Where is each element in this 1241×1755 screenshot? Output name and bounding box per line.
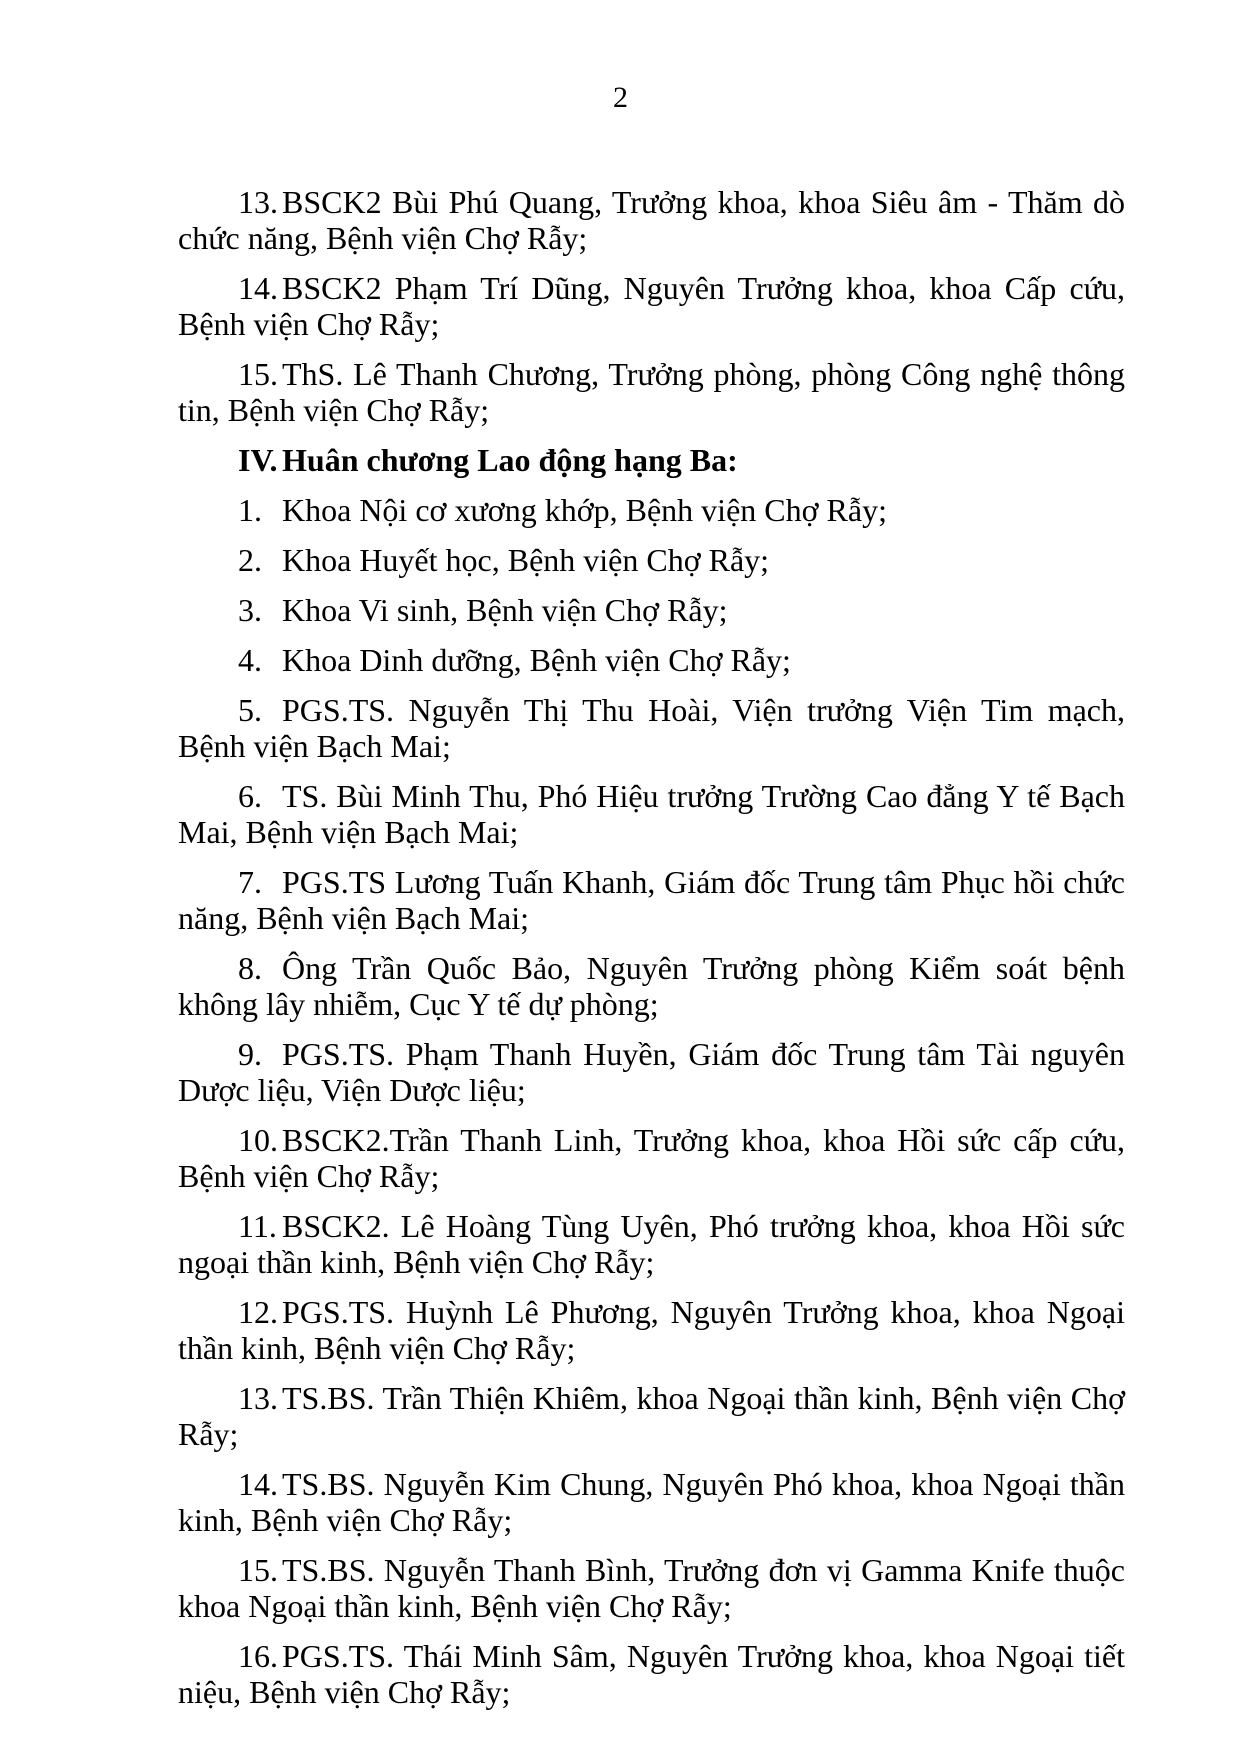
page-number: 2: [613, 81, 628, 114]
paragraph-text: Huân chương Lao động hạng Ba:: [282, 442, 738, 478]
paragraph-text: Khoa Huyết học, Bệnh viện Chợ Rẫy;: [282, 542, 770, 578]
paragraph: [178, 692, 1125, 764]
section-heading: [178, 442, 1125, 478]
list-number: 2.: [238, 542, 262, 578]
list-number: 3.: [238, 592, 262, 628]
paragraph-text: Ông Trần Quốc Bảo, Nguyên Trưởng phòng Kiểm soát bệnh không lây nhiễm, Cục Y tế dự phòng;: [178, 950, 1125, 1022]
paragraph: [178, 492, 1125, 528]
paragraph-text: ThS. Lê Thanh Chương, Trưởng phòng, phòng Công nghệ thông tin, Bệnh viện Chợ Rẫy;: [178, 356, 1125, 428]
list-number: 4.: [238, 642, 262, 678]
list-number: 15.: [238, 356, 278, 392]
paragraph-text: BSCK2 Bùi Phú Quang, Trưởng khoa, khoa Siêu âm - Thăm dò chức năng, Bệnh viện Chợ Rẫy;: [178, 184, 1125, 256]
list-number: 11.: [238, 1208, 277, 1244]
paragraph-text: BSCK2 Phạm Trí Dũng, Nguyên Trưởng khoa, khoa Cấp cứu, Bệnh viện Chợ Rẫy;: [178, 270, 1125, 342]
paragraph-text: TS.BS. Trần Thiện Khiêm, khoa Ngoại thần kinh, Bệnh viện Chợ Rẫy;: [178, 1380, 1125, 1452]
list-number: IV.: [238, 442, 278, 478]
paragraph: [178, 1036, 1125, 1108]
list-number: 13.: [238, 1380, 278, 1416]
paragraph-text: PGS.TS. Thái Minh Sâm, Nguyên Trưởng khoa, khoa Ngoại tiết niệu, Bệnh viện Chợ Rẫy;: [178, 1638, 1125, 1710]
paragraph: [178, 1466, 1125, 1538]
paragraph: [178, 270, 1125, 342]
paragraph-text: TS.BS. Nguyễn Thanh Bình, Trưởng đơn vị Gamma Knife thuộc khoa Ngoại thần kinh, Bệnh viện Chợ Rẫy;: [178, 1552, 1125, 1624]
paragraph: [178, 184, 1125, 256]
document-body: [178, 184, 1125, 1710]
paragraph-text: TS.BS. Nguyễn Kim Chung, Nguyên Phó khoa, khoa Ngoại thần kinh, Bệnh viện Chợ Rẫy;: [178, 1466, 1125, 1538]
list-number: 7.: [238, 864, 262, 900]
list-number: 1.: [238, 492, 262, 528]
paragraph: [178, 1122, 1125, 1194]
paragraph: [178, 1294, 1125, 1366]
paragraph-text: Khoa Nội cơ xương khớp, Bệnh viện Chợ Rẫy;: [282, 492, 887, 528]
paragraph: [178, 1552, 1125, 1624]
paragraph-text: PGS.TS. Phạm Thanh Huyền, Giám đốc Trung tâm Tài nguyên Dược liệu, Viện Dược liệu;: [178, 1036, 1125, 1108]
paragraph-text: Khoa Dinh dưỡng, Bệnh viện Chợ Rẫy;: [282, 642, 791, 678]
paragraph: [178, 778, 1125, 850]
paragraph-text: PGS.TS. Nguyễn Thị Thu Hoài, Viện trưởng Viện Tim mạch, Bệnh viện Bạch Mai;: [178, 692, 1125, 764]
paragraph: [178, 592, 1125, 628]
list-number: 5.: [238, 692, 262, 728]
paragraph-text: PGS.TS. Huỳnh Lê Phương, Nguyên Trưởng khoa, khoa Ngoại thần kinh, Bệnh viện Chợ Rẫy;: [178, 1294, 1125, 1366]
list-number: 6.: [238, 778, 262, 814]
paragraph: [178, 1380, 1125, 1452]
list-number: 14.: [238, 270, 278, 306]
paragraph: [178, 864, 1125, 936]
paragraph: [178, 950, 1125, 1022]
list-number: 10.: [238, 1122, 278, 1158]
paragraph-text: BSCK2. Lê Hoàng Tùng Uyên, Phó trưởng khoa, khoa Hồi sức ngoại thần kinh, Bệnh viện Chợ Rẫy;: [178, 1208, 1125, 1280]
paragraph-text: Khoa Vi sinh, Bệnh viện Chợ Rẫy;: [282, 592, 728, 628]
paragraph: [178, 1208, 1125, 1280]
list-number: 8.: [238, 950, 262, 986]
list-number: 15.: [238, 1552, 278, 1588]
paragraph-text: BSCK2.Trần Thanh Linh, Trưởng khoa, khoa Hồi sức cấp cứu, Bệnh viện Chợ Rẫy;: [178, 1122, 1125, 1194]
list-number: 12.: [238, 1294, 278, 1330]
paragraph: [178, 642, 1125, 678]
paragraph-text: PGS.TS Lương Tuấn Khanh, Giám đốc Trung tâm Phục hồi chức năng, Bệnh viện Bạch Mai;: [178, 864, 1125, 936]
paragraph-text: TS. Bùi Minh Thu, Phó Hiệu trưởng Trường Cao đẳng Y tế Bạch Mai, Bệnh viện Bạch Mai;: [178, 778, 1125, 850]
list-number: 9.: [238, 1036, 262, 1072]
list-number: 13.: [238, 184, 278, 220]
paragraph: [178, 542, 1125, 578]
list-number: 14.: [238, 1466, 278, 1502]
list-number: 16.: [238, 1638, 278, 1674]
paragraph: [178, 356, 1125, 428]
paragraph: [178, 1638, 1125, 1710]
